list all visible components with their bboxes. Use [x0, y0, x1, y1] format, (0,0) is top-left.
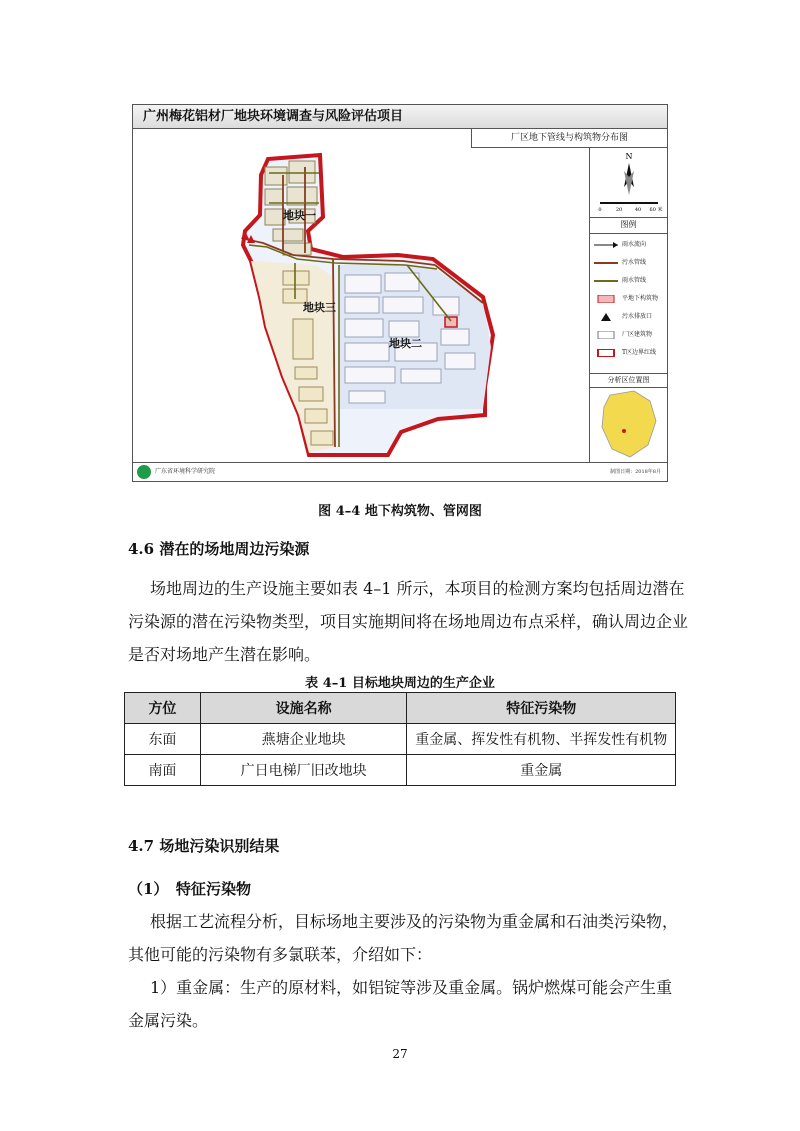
- section-heading-4-7: 4.7 场地污染识别结果: [128, 837, 280, 855]
- page-number: 27: [392, 1047, 408, 1061]
- table-cell: 重金属、挥发性有机物、半挥发性有机物: [407, 724, 676, 755]
- inset-title: 分析区位置图: [590, 373, 667, 388]
- table-cell: 重金属: [407, 755, 676, 786]
- legend-item: 厂区建筑物: [594, 329, 666, 341]
- rain-line-icon: [594, 277, 618, 285]
- paragraph-line: 其他可能的污染物有多氯联苯，介绍如下：: [128, 945, 433, 964]
- column-header: 设施名称: [200, 693, 407, 724]
- north-label: N: [625, 152, 633, 161]
- section-4-6-paragraph-cont: [128, 605, 688, 671]
- table-cell: 南面: [125, 755, 201, 786]
- org-logo-icon: [137, 465, 151, 479]
- table-cell: 东面: [125, 724, 201, 755]
- figure-caption: 图 4–4 地下构筑物、管网图: [318, 504, 482, 519]
- scale-tick-3: 60 米: [649, 207, 663, 213]
- legend-title: 图例: [590, 217, 667, 234]
- site-map: [133, 147, 589, 463]
- table-cell: 燕塘企业地块: [200, 724, 407, 755]
- block-label-three: 地块三: [303, 301, 336, 314]
- building-icon: [594, 331, 618, 339]
- site-map-drawing: [133, 147, 589, 463]
- table-cell: 广日电梯厂旧改地块: [200, 755, 407, 786]
- legend-item: 雨水管线: [594, 275, 666, 287]
- scale-tick-1: 20: [615, 207, 623, 213]
- north-arrow-icon: [590, 147, 668, 217]
- compass-panel: [590, 147, 667, 218]
- legend-item: 平地下构筑物: [594, 293, 666, 305]
- legend: [590, 233, 667, 374]
- paragraph-line: 根据工艺流程分析，目标场地主要涉及的污染物为重金属和石油类污染物，: [150, 912, 679, 931]
- table-row: [125, 755, 676, 786]
- legend-item: T区边界红线: [594, 347, 666, 359]
- paragraph-line: 1）重金属：生产的原材料，如铝锭等涉及重金属。锅炉燃煤可能会产生重: [150, 978, 673, 997]
- site-map-figure: [132, 104, 668, 482]
- table-header-row: [125, 693, 676, 724]
- sewer-line-icon: [594, 259, 618, 267]
- underground-structure-icon: [594, 295, 618, 303]
- table-caption: 表 4–1 目标地块周边的生产企业: [305, 676, 495, 691]
- footer-date: 制图日期：2018年8月: [610, 469, 661, 475]
- section-4-7-paragraph-1: [150, 905, 710, 938]
- map-subtitle: 厂区地下管线与构筑物分布图: [471, 129, 667, 148]
- table-row: [125, 724, 676, 755]
- location-inset-map: [590, 387, 667, 463]
- section-4-6-paragraph: [150, 572, 710, 605]
- rain-flow-icon: [594, 241, 618, 249]
- paragraph-line: 污染源的潜在污染物类型，项目实施期间将在场地周边布点采样，确认周边企业: [128, 612, 689, 631]
- outlet-icon: [594, 313, 618, 321]
- column-header: 方位: [125, 693, 201, 724]
- map-footer: [133, 462, 667, 481]
- location-inset-drawing: [590, 387, 668, 463]
- map-side-panel: [589, 147, 667, 463]
- legend-item: 污水排放口: [594, 311, 666, 323]
- scale-tick-2: 40: [634, 207, 642, 213]
- section-heading-4-6: 4.6 潜在的场地周边污染源: [128, 540, 310, 558]
- section-4-7-paragraph-1-cont: [128, 938, 688, 971]
- underground-structure: [445, 317, 457, 327]
- boundary-line-icon: [594, 349, 618, 357]
- scale-tick-0: 0: [598, 207, 602, 213]
- legend-item: 雨水流向: [594, 239, 666, 251]
- column-header: 特征污染物: [407, 693, 676, 724]
- section-4-7-paragraph-2: [150, 971, 710, 1004]
- footer-org: 广东省环境科学研究院: [155, 468, 216, 475]
- map-title: 广州梅花铝材厂地块环境调查与风险评估项目: [133, 105, 667, 129]
- block-label-two: 地块二: [389, 337, 422, 350]
- paragraph-line: 金属污染。: [128, 1011, 209, 1030]
- paragraph-line: 场地周边的生产设施主要如表 4–1 所示，本项目的检测方案均包括周边潜在: [150, 579, 685, 598]
- sub-heading: （1） 特征污染物: [128, 880, 251, 898]
- legend-item: 污水管线: [594, 257, 666, 269]
- paragraph-line: 是否对场地产生潜在影响。: [128, 645, 321, 664]
- block-label-one: 地块一: [283, 209, 316, 222]
- facilities-table: [124, 692, 676, 786]
- section-4-7-paragraph-2-cont: [128, 1004, 688, 1037]
